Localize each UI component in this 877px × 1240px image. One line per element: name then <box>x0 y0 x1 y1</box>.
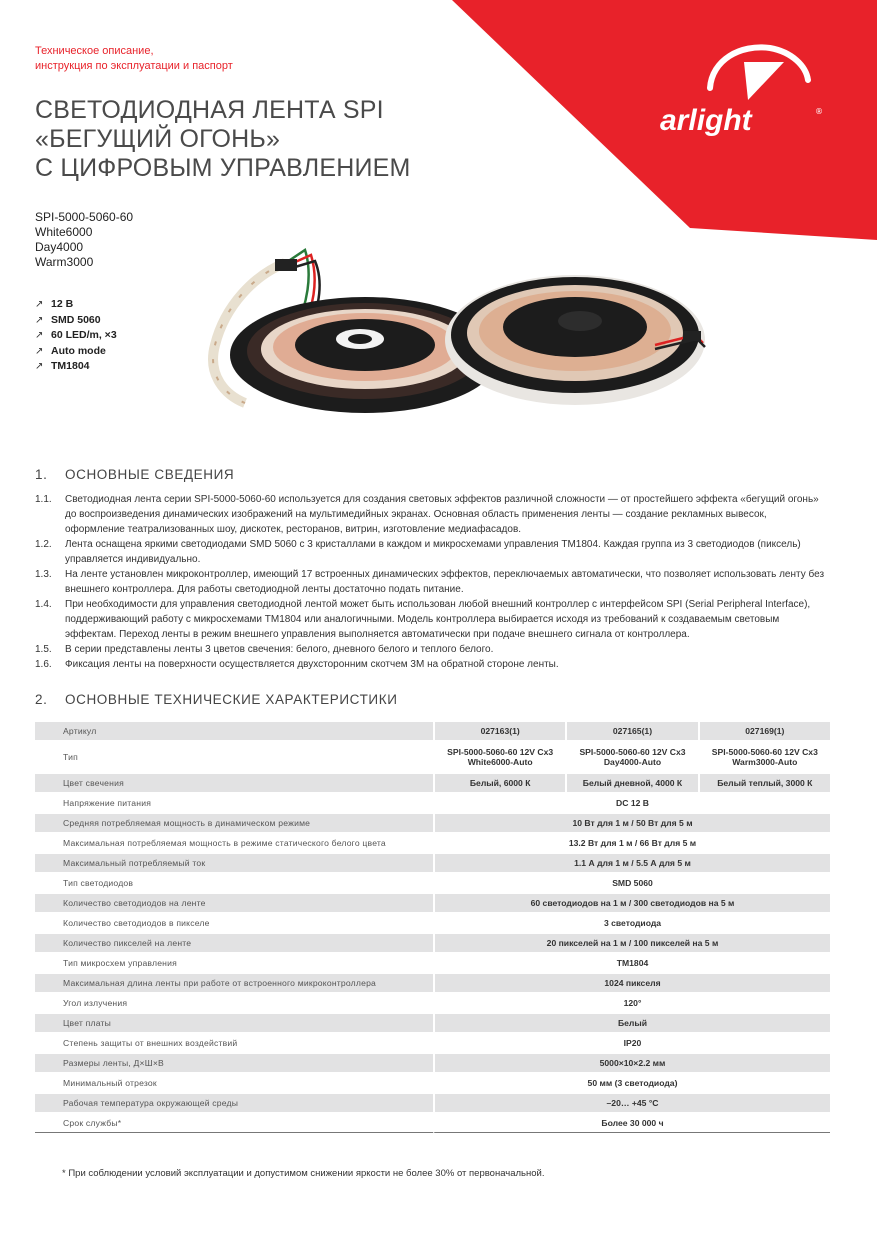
row-value: Белый <box>433 1014 830 1034</box>
table-row <box>35 1094 830 1114</box>
feature-list <box>35 297 117 375</box>
item-number: 1.6. <box>35 659 52 670</box>
type-line: Day4000-Auto <box>603 757 662 767</box>
item-number: 1.3. <box>35 569 52 580</box>
color-cell: Белый, 6000 К <box>433 774 565 794</box>
feature-item <box>35 328 117 344</box>
row-value: 5000×10×2.2 мм <box>433 1054 830 1074</box>
table-row <box>35 934 830 954</box>
section-title: ОСНОВНЫЕ ТЕХНИЧЕСКИЕ ХАРАКТЕРИСТИКИ <box>65 692 398 707</box>
type-cell <box>565 742 697 774</box>
item-number: 1.4. <box>35 599 52 610</box>
section-number: 2. <box>35 692 48 707</box>
row-value: SMD 5060 <box>433 874 830 894</box>
feature-label: 60 LED/m, ×3 <box>51 329 117 341</box>
registered-mark: ® <box>815 107 823 116</box>
table-row <box>35 794 830 814</box>
row-value: IP20 <box>433 1034 830 1054</box>
product-image <box>195 235 715 450</box>
table-row <box>35 1034 830 1054</box>
row-label: Цвет платы <box>35 1014 433 1034</box>
model-variant: Day4000 <box>35 240 84 254</box>
item-number: 1.5. <box>35 644 52 655</box>
article-cell: 027163(1) <box>433 722 565 742</box>
row-value: –20… +45 °С <box>433 1094 830 1114</box>
row-label: Количество светодиодов в пикселе <box>35 914 433 934</box>
table-row <box>35 814 830 834</box>
section-heading <box>35 467 234 482</box>
row-label: Максимальная потребляемая мощность в режиме статического белого цвета <box>35 834 433 854</box>
arrow-icon: ↗ <box>35 330 44 341</box>
footnote: * При соблюдении условий эксплуатации и допустимом снижении яркости не более 30% от первоначальной. <box>62 1168 545 1179</box>
table-row <box>35 954 830 974</box>
section-title: ОСНОВНЫЕ СВЕДЕНИЯ <box>65 467 235 482</box>
reel-right-icon <box>445 275 705 405</box>
row-label: Цвет свечения <box>35 774 433 794</box>
feature-label: SMD 5060 <box>51 313 101 326</box>
subtitle-line-1: Техническое описание, <box>35 45 154 57</box>
page-title <box>35 96 411 183</box>
row-label: Рабочая температура окружающей среды <box>35 1094 433 1114</box>
row-label: Артикул <box>35 722 433 742</box>
row-label: Максимальный потребляемый ток <box>35 854 433 874</box>
row-label: Тип микросхем управления <box>35 954 433 974</box>
row-label: Напряжение питания <box>35 794 433 814</box>
title-line-2: «БЕГУЩИЙ ОГОНЬ» <box>35 125 281 153</box>
color-cell: Белый дневной, 4000 К <box>565 774 697 794</box>
section-heading <box>35 692 398 707</box>
document-subtitle <box>35 44 233 74</box>
model-name: SPI-5000-5060-60 <box>35 210 134 224</box>
list-item <box>35 567 825 597</box>
row-label: Срок службы* <box>35 1114 433 1133</box>
feature-item <box>35 313 117 329</box>
table-row <box>35 742 830 774</box>
feature-item <box>35 344 117 360</box>
item-number: 1.2. <box>35 539 52 550</box>
row-label: Максимальная длина ленты при работе от встроенного микроконтроллера <box>35 974 433 994</box>
row-label: Количество пикселей на ленте <box>35 934 433 954</box>
row-label: Степень защиты от внешних воздействий <box>35 1034 433 1054</box>
list-item <box>35 642 825 657</box>
feature-item <box>35 359 117 375</box>
row-label: Угол излучения <box>35 994 433 1014</box>
subtitle-line-2: инструкция по эксплуатации и паспорт <box>35 60 233 72</box>
general-info-list <box>35 492 825 672</box>
table-row <box>35 1014 830 1034</box>
table-row <box>35 774 830 794</box>
table-row <box>35 1074 830 1094</box>
title-line-3: С ЦИФРОВЫМ УПРАВЛЕНИЕМ <box>35 154 411 182</box>
type-line: SPI-5000-5060-60 12V Cx3 <box>579 747 686 757</box>
row-value: 10 Вт для 1 м / 50 Вт для 5 м <box>433 814 830 834</box>
brand-name: arlight <box>660 104 752 137</box>
list-item <box>35 492 825 537</box>
type-line: SPI-5000-5060-60 12V Cx3 <box>711 747 818 757</box>
row-value: 13.2 Вт для 1 м / 66 Вт для 5 м <box>433 834 830 854</box>
table-row <box>35 874 830 894</box>
arrow-icon: ↗ <box>35 299 44 310</box>
item-text: Фиксация ленты на поверхности осуществляется двухсторонним скотчем 3М на обратной стороне ленты. <box>65 659 559 670</box>
article-cell: 027169(1) <box>698 722 830 742</box>
item-text: В серии представлены ленты 3 цветов свечения: белого, дневного белого и теплого белого. <box>65 644 494 655</box>
row-value: 20 пикселей на 1 м / 100 пикселей на 5 м <box>433 934 830 954</box>
row-value: DC 12 В <box>433 794 830 814</box>
feature-label: Auto mode <box>51 344 106 357</box>
row-label: Тип <box>35 742 433 774</box>
table-row <box>35 994 830 1014</box>
model-variant: Warm3000 <box>35 255 94 269</box>
table-row <box>35 854 830 874</box>
item-number: 1.1. <box>35 494 52 505</box>
list-item <box>35 657 825 672</box>
arrow-icon: ↗ <box>35 345 44 357</box>
type-cell <box>698 742 830 774</box>
list-item <box>35 537 825 567</box>
row-value: 1.1 А для 1 м / 5.5 А для 5 м <box>433 854 830 874</box>
row-value: 50 мм (3 светодиода) <box>433 1074 830 1094</box>
item-text: Лента оснащена яркими светодиодами SMD 5060 с 3 кристаллами в каждом и микросхемами управления TM1804. Каждая группа из 3 светодиодов (пиксель) управляется индивидуально. <box>65 539 801 565</box>
table-row <box>35 1054 830 1074</box>
item-text: Светодиодная лента серии SPI-5000-5060-60 используется для создания световых эффектов различной сложности — от простейшего эффекта «бегущий огонь» до воспроизведения динамических изображений на мультимедийных экранах. Основная область применения ленты — создание рекламных вывесок, оформление театрализованных шоу, дискотек, ресторанов, витрин, изготовление медиафасадов. <box>65 494 819 535</box>
table-row <box>35 834 830 854</box>
item-text: При необходимости для управления светодиодной лентой может быть использован любой внешний контроллер с интерфейсом SPI (Serial Peripheral Interface), поддерживающий работу с микросхемами TM1804 или аналогичными. Модель контроллера выбирается исходя из требований к создаваемым световым эффектам. Переход ленты в режим внешнего управления выполняется автоматически при подаче внешнего сигнала от контроллера. <box>65 599 811 640</box>
row-value: Более 30 000 ч <box>433 1114 830 1133</box>
title-line-1: СВЕТОДИОДНАЯ ЛЕНТА SPI <box>35 96 384 124</box>
model-variant: White6000 <box>35 225 93 239</box>
specifications-table <box>35 722 830 1133</box>
row-value: 60 светодиодов на 1 м / 300 светодиодов на 5 м <box>433 894 830 914</box>
table-row <box>35 974 830 994</box>
table-header-row <box>35 722 830 742</box>
type-line: White6000-Auto <box>467 757 533 767</box>
section-number: 1. <box>35 467 48 482</box>
type-line: SPI-5000-5060-60 12V Cx3 <box>447 747 554 757</box>
table-row <box>35 894 830 914</box>
row-label: Размеры ленты, Д×Ш×В <box>35 1054 433 1074</box>
row-value: 120° <box>433 994 830 1014</box>
table-row <box>35 1114 830 1133</box>
row-value: 3 светодиода <box>433 914 830 934</box>
row-value: 1024 пикселя <box>433 974 830 994</box>
table-row <box>35 914 830 934</box>
row-label: Минимальный отрезок <box>35 1074 433 1094</box>
feature-item <box>35 297 117 313</box>
item-text: На ленте установлен микроконтроллер, имеющий 17 встроенных динамических эффектов, переключаемых автоматически, что позволяет использовать ленту без внешнего контроллера. Для работы светодиодной ленты достаточно подать питание. <box>65 569 825 595</box>
feature-label: TM1804 <box>51 360 90 372</box>
type-line: Warm3000-Auto <box>732 757 798 767</box>
row-label: Тип светодиодов <box>35 874 433 894</box>
feature-label: 12 В <box>51 298 74 310</box>
list-item <box>35 597 825 642</box>
model-list <box>35 210 133 270</box>
article-cell: 027165(1) <box>565 722 697 742</box>
color-cell: Белый теплый, 3000 К <box>698 774 830 794</box>
arrow-icon: ↗ <box>35 314 44 326</box>
row-label: Средняя потребляемая мощность в динамическом режиме <box>35 814 433 834</box>
type-cell <box>433 742 565 774</box>
row-label: Количество светодиодов на ленте <box>35 894 433 914</box>
arrow-icon: ↗ <box>35 361 44 372</box>
row-value: TM1804 <box>433 954 830 974</box>
